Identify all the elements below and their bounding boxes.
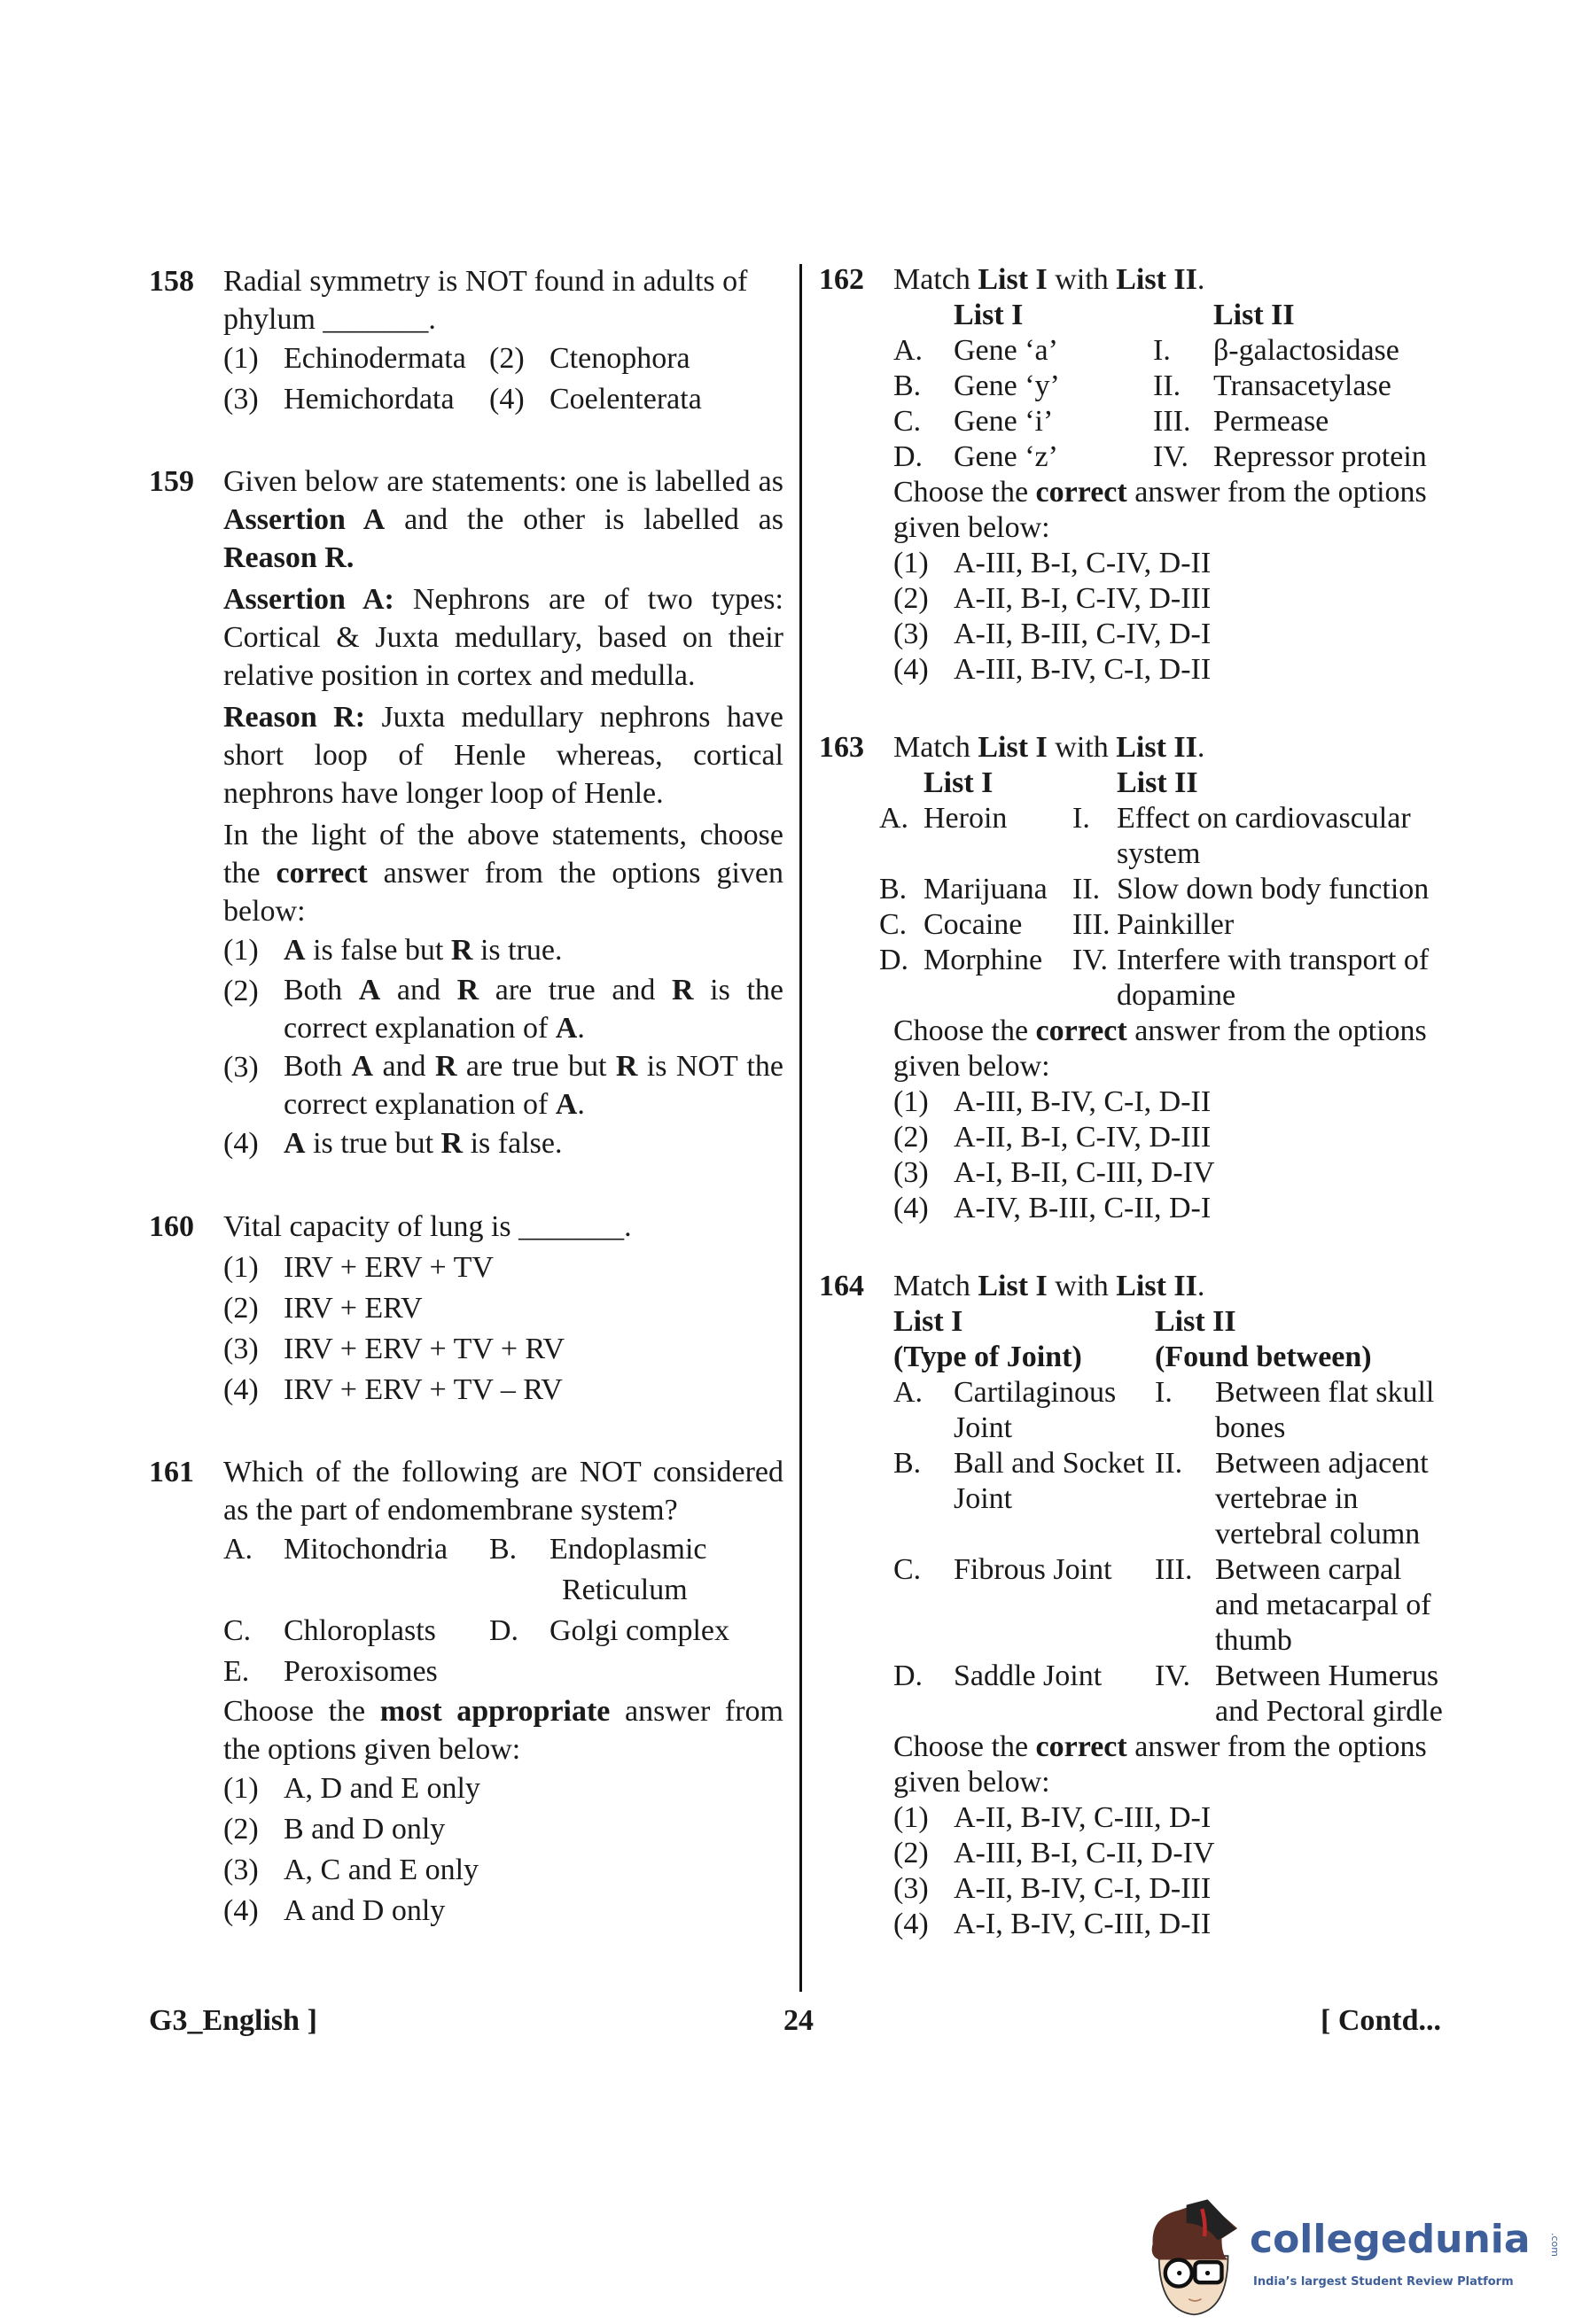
option-number: (2) — [489, 342, 525, 375]
logo-wordmark: collegedunia — [1250, 2217, 1531, 2262]
question-number: 161 — [149, 1456, 194, 1488]
option: (3) A-II, B-IV, C-I, D-III — [893, 1872, 1212, 1905]
table-row: D. Saddle Joint IV. Between Humerus and Pectoral girdle — [893, 1659, 1443, 1728]
option: (1) IRV + ERV + TV — [223, 1251, 494, 1284]
question-stem: Which of the following are NOT considered as the part of endomembrane system? — [223, 1456, 783, 1527]
question-159 — [149, 462, 783, 1164]
option: (2) IRV + ERV — [223, 1292, 423, 1325]
left-column — [149, 262, 783, 1974]
question-stem: Match List I with List II . — [893, 263, 1205, 296]
option: (3) A-I, B-II, C-III, D-IV — [893, 1156, 1215, 1189]
table-row: B. Gene ‘y’ II. Transacetylase — [893, 369, 1391, 402]
question-stem: Vital capacity of lung is — [223, 1210, 511, 1243]
blank: _______ — [323, 303, 429, 336]
option-text: Coelenterata — [549, 383, 702, 416]
reason: Reason R: Juxta medullary nephrons have short loop of Henle whereas, cortical nephrons have longer loop of Henle. — [223, 701, 784, 810]
option: (1) A is false but R is true. — [223, 934, 563, 967]
instruction: Choose the correct answer from the options given below: — [893, 1014, 1427, 1083]
mascot-icon — [1143, 2196, 1245, 2324]
column-divider — [799, 264, 802, 1992]
question-stem: Radial symmetry is NOT found in adults of — [223, 265, 748, 298]
option: (4) A-I, B-IV, C-III, D-II — [893, 1908, 1212, 1940]
option: (4) A-IV, B-III, C-II, D-I — [893, 1192, 1212, 1224]
option: (1) A, D and E only — [223, 1772, 480, 1805]
table-row: D. Morphine IV. Interfere with transport of dopamine — [879, 944, 1430, 1012]
question-number: 163 — [819, 731, 864, 764]
option: (2) A-III, B-I, C-II, D-IV — [893, 1837, 1215, 1869]
table-row: A. Gene ‘a’ I. β-galactosidase — [893, 334, 1399, 367]
question-162 — [819, 262, 1453, 688]
option: (1) A-III, B-IV, C-I, D-II — [893, 1085, 1212, 1118]
option: (1) A-III, B-I, C-IV, D-II — [893, 547, 1212, 579]
table-row: C. Fibrous Joint III. Between carpal and metacarpal of thumb — [893, 1553, 1431, 1657]
table-row: A. Cartilaginous Joint I. Between flat skull bones — [893, 1376, 1435, 1444]
option: (4) A is true but R is false. — [223, 1127, 563, 1160]
instruction: Choose the correct answer from the options given below: — [893, 1730, 1427, 1799]
option: (2) A-II, B-I, C-IV, D-III — [893, 582, 1212, 615]
logo-tagline: India’s largest Student Review Platform — [1253, 2275, 1514, 2289]
question-stem: phylum — [223, 303, 316, 336]
question-163 — [819, 730, 1453, 1226]
logo-com: .com — [1549, 2233, 1561, 2257]
table-row: C. Gene ‘i’ III. Permease — [893, 405, 1329, 438]
option: (3) Both A and R are true but R is NOT the correct explanation of A. — [223, 1050, 784, 1121]
option: (1) A-II, B-IV, C-III, D-I — [893, 1801, 1212, 1834]
match-table: List I List II A. Gene ‘a’ I. β-galactosidase B. Gene ‘y’ II. Transacetylase C. Gene ‘i’ III. Permease D. Gene ‘z’ IV. Repressor protein — [893, 299, 1427, 473]
option: (2) Both A and R are true and R is the correct explanation of A. — [223, 974, 783, 1045]
table-row: B. Marijuana II. Slow down body function — [879, 873, 1430, 906]
match-table: List I List II A. Heroin I. Effect on cardiovascular system B. Marijuana II. Slow down body function C. Cocaine III. Painkiller D. Morphine IV. Interfere with transport of dopamine — [879, 766, 1453, 1014]
footer-code: G3_English ] — [149, 2004, 317, 2037]
collegedunia-logo — [1143, 2162, 1569, 2324]
instruction: Choose the correct answer from the options given below: — [893, 476, 1427, 544]
table-row: B. Ball and Socket Joint II. Between adjacent vertebrae in vertebral column — [893, 1447, 1429, 1551]
option-number: (1) — [223, 342, 259, 375]
question-number: 160 — [149, 1210, 194, 1243]
question-stem: Given below are statements: one is labelled as Assertion A and the other is labelled as Reason R. — [223, 465, 783, 574]
question-number: 164 — [819, 1270, 864, 1302]
table-row: D. Gene ‘z’ IV. Repressor protein — [893, 440, 1427, 473]
page-number: 24 — [783, 2004, 814, 2037]
option-text: Echinodermata — [284, 342, 466, 375]
option-number: (3) — [223, 383, 259, 416]
assertion: Assertion A: Nephrons are of two types: Cortical & Juxta medullary, based on their relative position in cortex and medulla. — [223, 583, 783, 692]
question-158: 158 Radial symmetry is NOT found in adults of phylum _______. (1) Echinodermata (2) Ctenophora (3) Hemichordata (4) Coelenterata — [149, 262, 783, 420]
instruction: In the light of the above statements, choose the correct answer from the options given below: — [223, 819, 784, 928]
option-text: Hemichordata — [284, 383, 455, 416]
question-164 — [819, 1269, 1453, 1942]
table-row: C. Cocaine III. Painkiller — [879, 908, 1235, 941]
option: (3) A, C and E only — [223, 1854, 479, 1886]
table-row: A. Heroin I. Effect on cardiovascular system — [879, 802, 1411, 870]
question-number: 159 — [149, 465, 194, 498]
question-stem: Match List I with List II . — [893, 731, 1205, 764]
match-table: List I List II (Type of Joint) (Found between) A. Cartilaginous Joint I. Between flat skull bones B. Ball and Socket Joint II. Between adjacent vertebrae in vertebral column C. Fibrous Joint III. Between carpal and metacarpal of thumb D. Saddle Joint IV. Between Humerus and Pectoral girdle — [893, 1304, 1447, 1729]
right-column — [819, 262, 1453, 1985]
footer-contd: [ Contd... — [1321, 2004, 1442, 2037]
question-161 — [149, 1453, 783, 1931]
question-number: 162 — [819, 263, 864, 296]
option-text: Ctenophora — [549, 342, 690, 375]
option: (4) A-III, B-IV, C-I, D-II — [893, 653, 1212, 686]
option: (3) A-II, B-III, C-IV, D-I — [893, 618, 1212, 650]
option: (4) IRV + ERV + TV – RV — [223, 1373, 563, 1406]
option: (3) IRV + ERV + TV + RV — [223, 1333, 565, 1365]
question-stem: Match List I with List II . — [893, 1270, 1205, 1302]
blank: _______ — [518, 1210, 625, 1243]
question-number: 158 — [149, 265, 194, 298]
option-number: (4) — [489, 383, 525, 416]
item-list: A. Mitochondria B. Endoplasmic Reticulum C. Chloroplasts D. Golgi complex E. Peroxisomes — [223, 1533, 730, 1688]
question-160: 160 Vital capacity of lung is _______ . (1) IRV + ERV + TV (2) IRV + ERV (3) IRV + ERV + TV + RV (4) IRV + ERV + TV – RV — [149, 1207, 783, 1411]
instruction: Choose the most appropriate answer from the options given below: — [223, 1695, 784, 1766]
option: (4) A and D only — [223, 1894, 446, 1927]
option: (2) A-II, B-I, C-IV, D-III — [893, 1121, 1212, 1154]
option: (2) B and D only — [223, 1813, 446, 1846]
